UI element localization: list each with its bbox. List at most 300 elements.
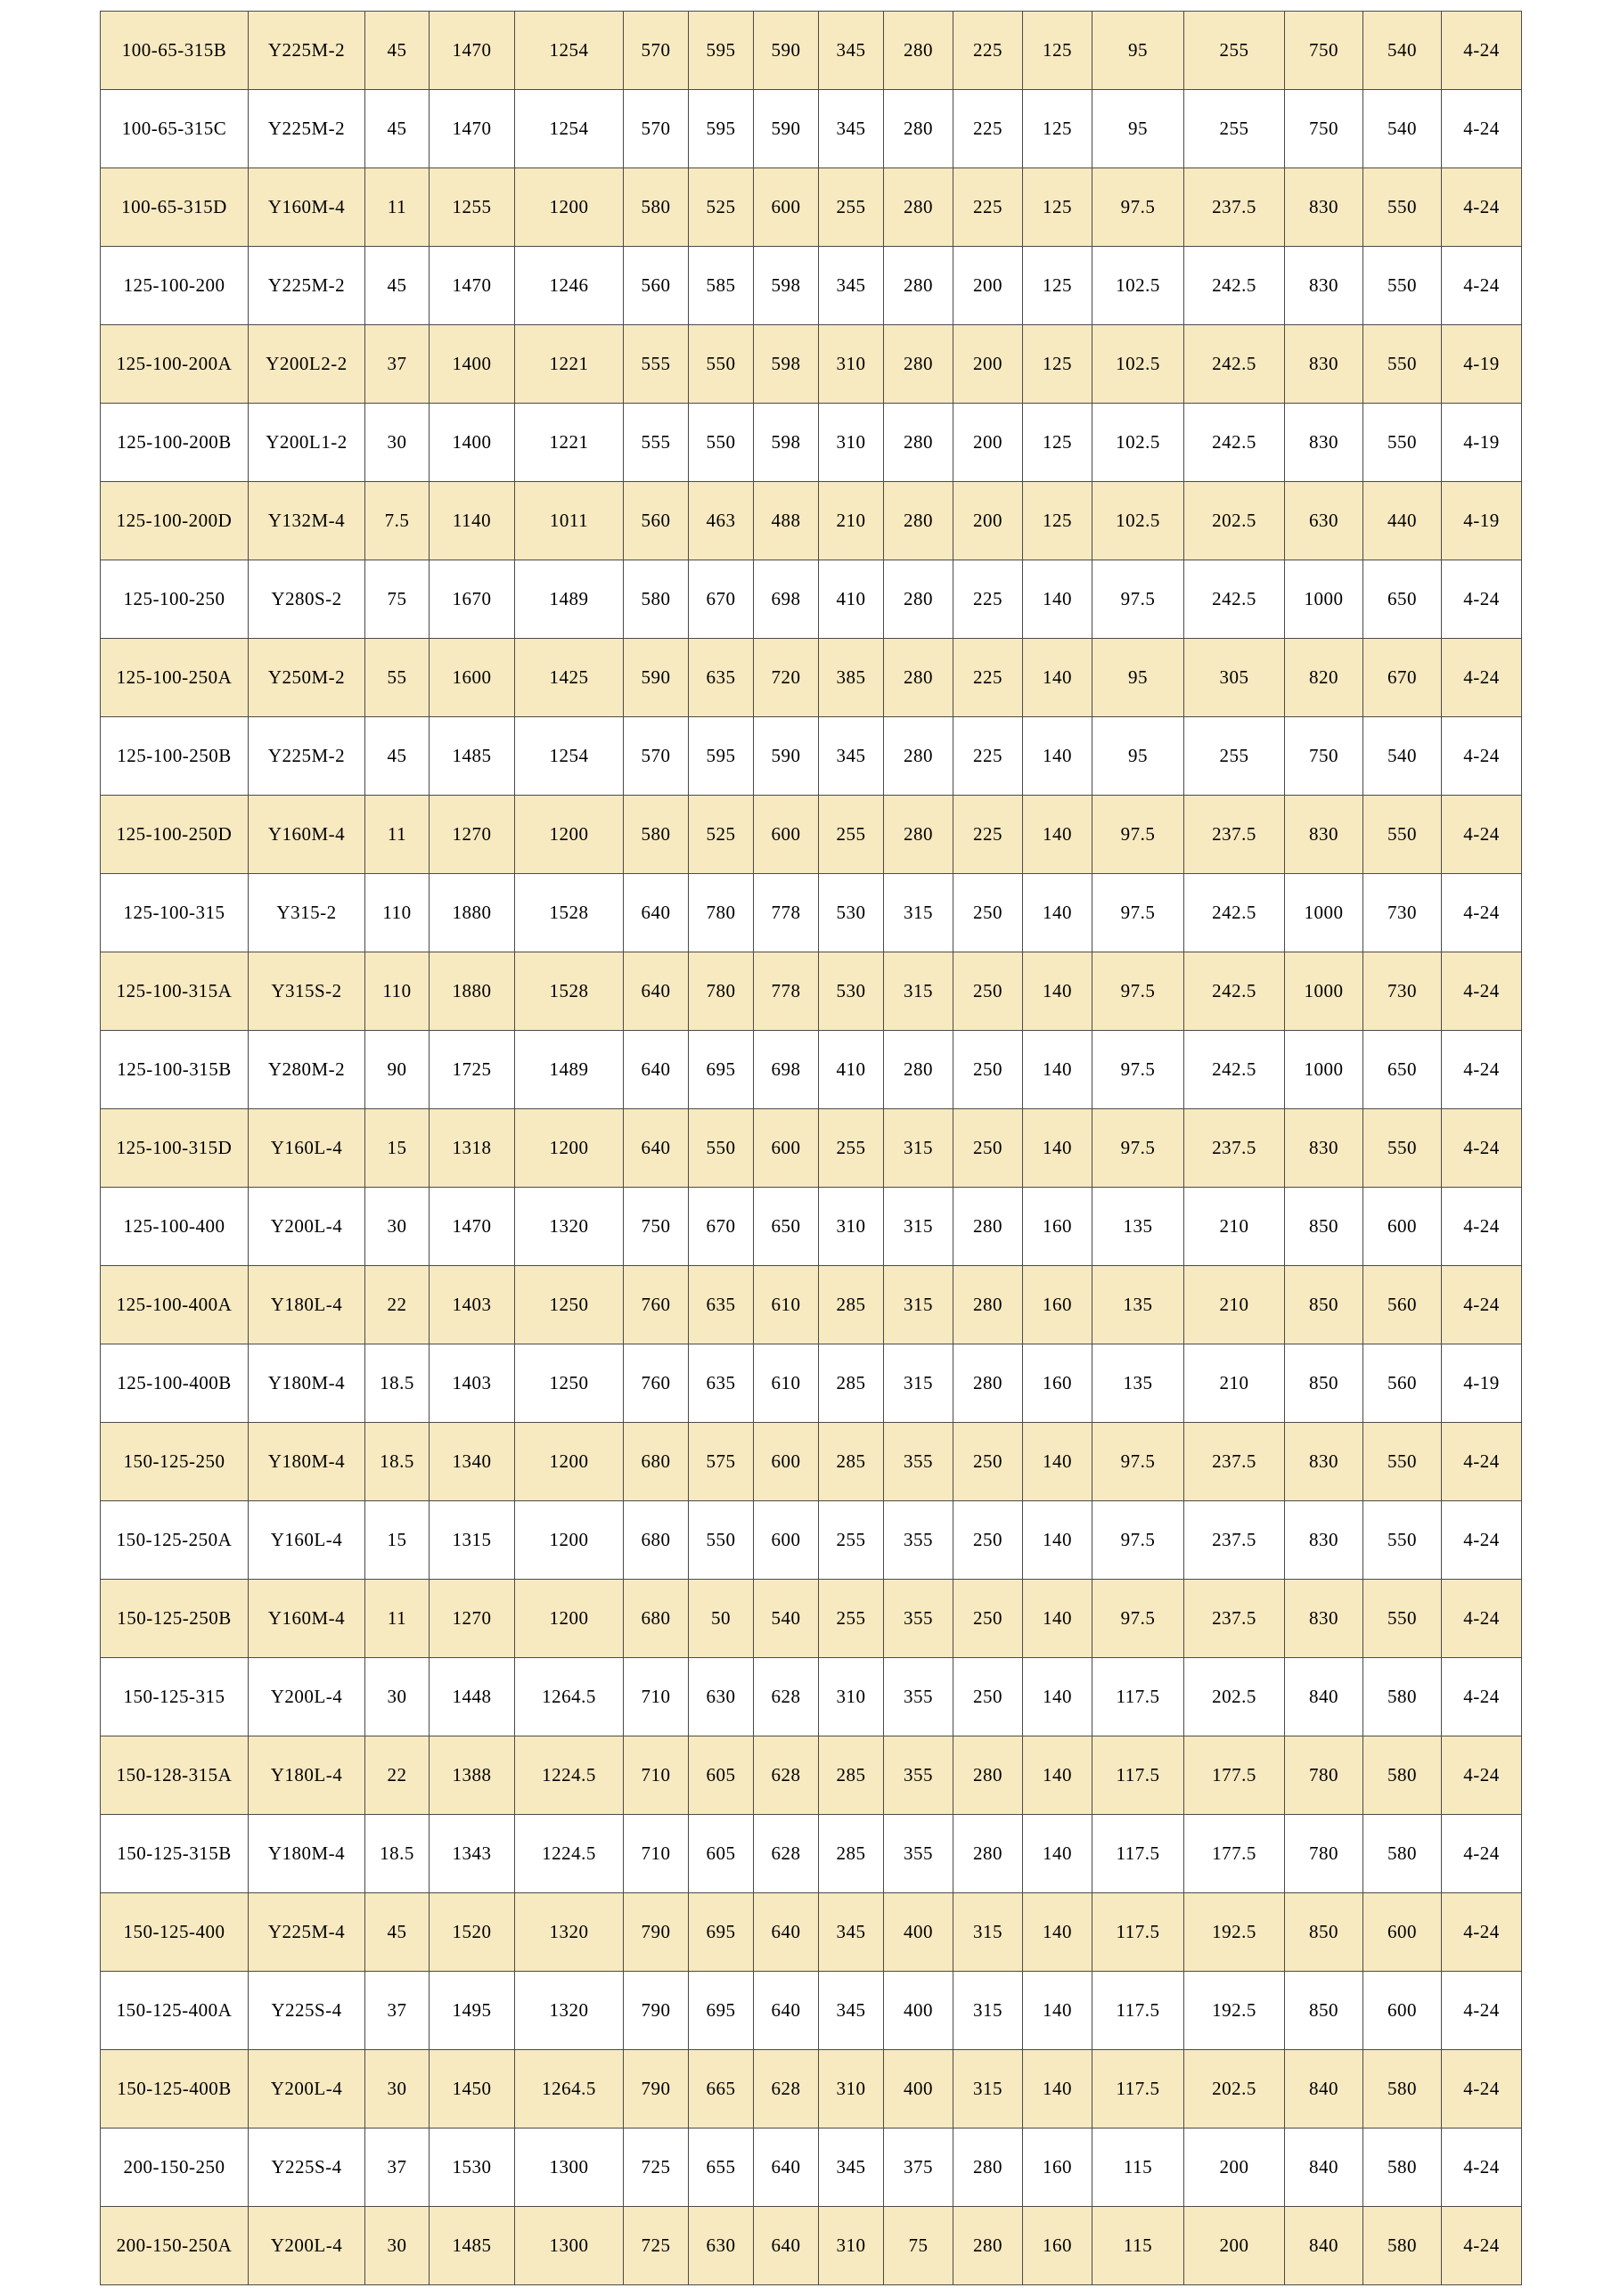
table-cell: 177.5 xyxy=(1184,1736,1285,1815)
table-row xyxy=(101,1815,1522,1893)
table-cell: 1320 xyxy=(515,1893,624,1972)
table-cell: 280 xyxy=(884,482,953,560)
table-cell: 125 xyxy=(1023,90,1092,168)
table-cell: 1254 xyxy=(515,90,624,168)
table-cell: 560 xyxy=(624,482,689,560)
table-cell: 1255 xyxy=(430,168,515,247)
table-cell: 97.5 xyxy=(1092,1501,1184,1580)
table-cell: 1400 xyxy=(430,404,515,482)
table-cell: 1470 xyxy=(430,1188,515,1266)
table-cell: 255 xyxy=(819,1501,884,1580)
table-cell: 1403 xyxy=(430,1344,515,1423)
table-cell: 550 xyxy=(689,1501,754,1580)
table-cell: 285 xyxy=(819,1423,884,1501)
table-row xyxy=(101,1031,1522,1109)
table-cell: Y280S-2 xyxy=(249,560,365,639)
table-cell: 570 xyxy=(624,12,689,90)
table-cell: 4-19 xyxy=(1442,1344,1522,1423)
table-cell: 355 xyxy=(884,1658,953,1736)
table-cell: 1250 xyxy=(515,1266,624,1344)
table-cell: 463 xyxy=(689,482,754,560)
table-cell: 140 xyxy=(1023,1815,1092,1893)
table-cell: 1530 xyxy=(430,2128,515,2207)
table-cell: 225 xyxy=(953,717,1023,796)
table-cell: 255 xyxy=(819,1109,884,1188)
table-cell: 160 xyxy=(1023,1266,1092,1344)
table-cell: 1000 xyxy=(1285,874,1363,952)
table-cell: 22 xyxy=(365,1266,430,1344)
table-cell: 1318 xyxy=(430,1109,515,1188)
table-cell: 4-19 xyxy=(1442,482,1522,560)
table-cell: Y200L-4 xyxy=(249,1658,365,1736)
table-cell: 242.5 xyxy=(1184,1031,1285,1109)
table-cell: 1315 xyxy=(430,1501,515,1580)
table-cell: 125 xyxy=(1023,168,1092,247)
table-cell: 580 xyxy=(624,796,689,874)
table-cell: Y250M-2 xyxy=(249,639,365,717)
table-cell: 345 xyxy=(819,2128,884,2207)
table-cell: 440 xyxy=(1363,482,1442,560)
table-cell: 250 xyxy=(953,1501,1023,1580)
table-cell: 200 xyxy=(953,325,1023,404)
table-cell: 125 xyxy=(1023,247,1092,325)
table-cell: 595 xyxy=(689,90,754,168)
table-cell: Y225M-4 xyxy=(249,1893,365,1972)
table-cell: 1470 xyxy=(430,90,515,168)
cell-pump-model: 125-100-200 xyxy=(101,247,249,325)
table-cell: 4-24 xyxy=(1442,1815,1522,1893)
cell-pump-model: 125-100-400 xyxy=(101,1188,249,1266)
table-row xyxy=(101,952,1522,1031)
table-cell: 345 xyxy=(819,1972,884,2050)
table-cell: 1200 xyxy=(515,168,624,247)
table-cell: 117.5 xyxy=(1092,1658,1184,1736)
table-cell: 140 xyxy=(1023,796,1092,874)
table-cell: 4-24 xyxy=(1442,639,1522,717)
table-cell: 30 xyxy=(365,1658,430,1736)
table-cell: 242.5 xyxy=(1184,874,1285,952)
table-cell: 1250 xyxy=(515,1344,624,1423)
table-cell: 595 xyxy=(689,12,754,90)
table-cell: 355 xyxy=(884,1501,953,1580)
table-cell: 110 xyxy=(365,874,430,952)
table-cell: 315 xyxy=(953,2050,1023,2128)
table-cell: 850 xyxy=(1285,1344,1363,1423)
table-cell: 790 xyxy=(624,1893,689,1972)
table-cell: Y225M-2 xyxy=(249,90,365,168)
table-cell: 1343 xyxy=(430,1815,515,1893)
table-cell: 4-24 xyxy=(1442,1658,1522,1736)
table-cell: 135 xyxy=(1092,1344,1184,1423)
cell-pump-model: 125-100-250B xyxy=(101,717,249,796)
table-cell: 4-24 xyxy=(1442,1031,1522,1109)
table-cell: 102.5 xyxy=(1092,482,1184,560)
table-cell: 97.5 xyxy=(1092,874,1184,952)
table-cell: 250 xyxy=(953,874,1023,952)
table-cell: 1528 xyxy=(515,952,624,1031)
table-cell: 1880 xyxy=(430,952,515,1031)
table-cell: 200 xyxy=(953,247,1023,325)
table-cell: 840 xyxy=(1285,2128,1363,2207)
table-cell: 18.5 xyxy=(365,1344,430,1423)
table-cell: 237.5 xyxy=(1184,168,1285,247)
table-cell: Y225M-2 xyxy=(249,12,365,90)
table-cell: 200 xyxy=(953,482,1023,560)
table-cell: 600 xyxy=(754,1501,819,1580)
table-cell: 97.5 xyxy=(1092,1031,1184,1109)
table-cell: 830 xyxy=(1285,1109,1363,1188)
table-cell: 1000 xyxy=(1285,560,1363,639)
table-cell: 97.5 xyxy=(1092,1580,1184,1658)
table-cell: 255 xyxy=(1184,12,1285,90)
table-cell: 1670 xyxy=(430,560,515,639)
table-cell: 628 xyxy=(754,1736,819,1815)
table-row xyxy=(101,2128,1522,2207)
table-cell: 550 xyxy=(1363,168,1442,247)
table-cell: 710 xyxy=(624,1815,689,1893)
table-cell: 280 xyxy=(884,168,953,247)
table-cell: 355 xyxy=(884,1580,953,1658)
table-cell: 315 xyxy=(884,1109,953,1188)
table-cell: 280 xyxy=(884,12,953,90)
table-cell: 830 xyxy=(1285,247,1363,325)
table-cell: 11 xyxy=(365,1580,430,1658)
table-cell: 140 xyxy=(1023,952,1092,1031)
table-cell: 1450 xyxy=(430,2050,515,2128)
table-row xyxy=(101,717,1522,796)
table-cell: 1000 xyxy=(1285,952,1363,1031)
table-cell: 730 xyxy=(1363,952,1442,1031)
table-cell: 285 xyxy=(819,1815,884,1893)
table-cell: Y225S-4 xyxy=(249,2128,365,2207)
table-row xyxy=(101,1580,1522,1658)
table-cell: 670 xyxy=(1363,639,1442,717)
table-cell: 680 xyxy=(624,1501,689,1580)
table-cell: 600 xyxy=(754,168,819,247)
table-cell: 1448 xyxy=(430,1658,515,1736)
table-cell: 200 xyxy=(953,404,1023,482)
table-cell: 210 xyxy=(1184,1266,1285,1344)
table-cell: 280 xyxy=(953,2207,1023,2285)
table-cell: 250 xyxy=(953,1031,1023,1109)
table-cell: 37 xyxy=(365,2128,430,2207)
table-cell: 4-24 xyxy=(1442,1501,1522,1580)
table-cell: 115 xyxy=(1092,2128,1184,2207)
table-row xyxy=(101,796,1522,874)
table-cell: 45 xyxy=(365,247,430,325)
pump-spec-table xyxy=(100,11,1522,2285)
table-cell: 140 xyxy=(1023,1893,1092,1972)
table-cell: 830 xyxy=(1285,404,1363,482)
table-cell: 4-24 xyxy=(1442,717,1522,796)
table-cell: 555 xyxy=(624,404,689,482)
table-cell: 4-24 xyxy=(1442,247,1522,325)
table-cell: 580 xyxy=(1363,1736,1442,1815)
table-cell: 255 xyxy=(819,168,884,247)
table-cell: 1254 xyxy=(515,717,624,796)
table-cell: Y225M-2 xyxy=(249,717,365,796)
table-cell: 90 xyxy=(365,1031,430,1109)
table-cell: 1470 xyxy=(430,247,515,325)
table-cell: Y315S-2 xyxy=(249,952,365,1031)
table-cell: 140 xyxy=(1023,1423,1092,1501)
cell-pump-model: 125-100-200B xyxy=(101,404,249,482)
table-cell: 850 xyxy=(1285,1188,1363,1266)
table-cell: Y315-2 xyxy=(249,874,365,952)
table-cell: 255 xyxy=(1184,717,1285,796)
table-cell: 710 xyxy=(624,1736,689,1815)
table-cell: 598 xyxy=(754,404,819,482)
table-cell: 698 xyxy=(754,560,819,639)
table-cell: 242.5 xyxy=(1184,325,1285,404)
table-cell: 1200 xyxy=(515,1580,624,1658)
table-cell: 1725 xyxy=(430,1031,515,1109)
table-cell: 540 xyxy=(754,1580,819,1658)
table-cell: 670 xyxy=(689,1188,754,1266)
table-cell: 95 xyxy=(1092,90,1184,168)
table-cell: 635 xyxy=(689,639,754,717)
table-row xyxy=(101,325,1522,404)
table-cell: 598 xyxy=(754,247,819,325)
table-cell: 115 xyxy=(1092,2207,1184,2285)
table-cell: 210 xyxy=(1184,1344,1285,1423)
table-cell: 237.5 xyxy=(1184,796,1285,874)
table-cell: 400 xyxy=(884,1893,953,1972)
table-cell: 30 xyxy=(365,2207,430,2285)
table-cell: 650 xyxy=(754,1188,819,1266)
table-cell: 4-24 xyxy=(1442,12,1522,90)
table-cell: 680 xyxy=(624,1423,689,1501)
table-cell: 560 xyxy=(1363,1344,1442,1423)
table-cell: 255 xyxy=(819,796,884,874)
table-cell: 1000 xyxy=(1285,1031,1363,1109)
table-cell: 1470 xyxy=(430,12,515,90)
cell-pump-model: 100-65-315B xyxy=(101,12,249,90)
table-cell: 695 xyxy=(689,1972,754,2050)
table-cell: 140 xyxy=(1023,1501,1092,1580)
table-cell: 1264.5 xyxy=(515,1658,624,1736)
table-cell: 125 xyxy=(1023,404,1092,482)
table-cell: 315 xyxy=(953,1893,1023,1972)
table-cell: 345 xyxy=(819,90,884,168)
table-cell: 605 xyxy=(689,1815,754,1893)
table-cell: 95 xyxy=(1092,12,1184,90)
table-cell: 1528 xyxy=(515,874,624,952)
table-cell: 102.5 xyxy=(1092,325,1184,404)
table-cell: Y160M-4 xyxy=(249,1580,365,1658)
table-cell: 310 xyxy=(819,1658,884,1736)
table-cell: 280 xyxy=(884,639,953,717)
table-cell: 242.5 xyxy=(1184,952,1285,1031)
table-cell: 140 xyxy=(1023,1109,1092,1188)
table-row xyxy=(101,90,1522,168)
table-cell: 580 xyxy=(1363,2207,1442,2285)
table-cell: 540 xyxy=(1363,12,1442,90)
table-cell: 125 xyxy=(1023,12,1092,90)
table-cell: 225 xyxy=(953,639,1023,717)
table-cell: 695 xyxy=(689,1031,754,1109)
table-cell: 640 xyxy=(754,2207,819,2285)
table-cell: 780 xyxy=(689,874,754,952)
table-cell: 1246 xyxy=(515,247,624,325)
table-cell: 410 xyxy=(819,1031,884,1109)
table-cell: 830 xyxy=(1285,1423,1363,1501)
table-cell: 37 xyxy=(365,325,430,404)
table-cell: 655 xyxy=(689,2128,754,2207)
cell-pump-model: 125-100-315 xyxy=(101,874,249,952)
table-cell: 555 xyxy=(624,325,689,404)
table-cell: 255 xyxy=(819,1580,884,1658)
table-cell: 75 xyxy=(884,2207,953,2285)
table-cell: Y160L-4 xyxy=(249,1109,365,1188)
table-cell: 1600 xyxy=(430,639,515,717)
table-cell: 730 xyxy=(1363,874,1442,952)
cell-pump-model: 125-100-200A xyxy=(101,325,249,404)
table-cell: 310 xyxy=(819,404,884,482)
table-cell: 160 xyxy=(1023,2128,1092,2207)
table-cell: 570 xyxy=(624,90,689,168)
table-cell: 1388 xyxy=(430,1736,515,1815)
table-cell: 4-19 xyxy=(1442,325,1522,404)
cell-pump-model: 150-125-315 xyxy=(101,1658,249,1736)
table-cell: 192.5 xyxy=(1184,1972,1285,2050)
table-cell: 45 xyxy=(365,1893,430,1972)
table-cell: 280 xyxy=(953,1344,1023,1423)
table-row xyxy=(101,1109,1522,1188)
table-cell: 640 xyxy=(624,952,689,1031)
table-cell: 840 xyxy=(1285,2050,1363,2128)
table-cell: 525 xyxy=(689,168,754,247)
table-cell: 280 xyxy=(884,796,953,874)
table-cell: 97.5 xyxy=(1092,796,1184,874)
table-cell: 280 xyxy=(884,90,953,168)
table-cell: 830 xyxy=(1285,796,1363,874)
table-cell: 97.5 xyxy=(1092,168,1184,247)
table-cell: Y225M-2 xyxy=(249,247,365,325)
table-cell: 280 xyxy=(884,560,953,639)
table-cell: 488 xyxy=(754,482,819,560)
table-cell: 280 xyxy=(884,717,953,796)
table-cell: 210 xyxy=(819,482,884,560)
table-cell: 140 xyxy=(1023,1580,1092,1658)
table-cell: Y160M-4 xyxy=(249,168,365,247)
table-cell: 280 xyxy=(953,1188,1023,1266)
table-cell: 160 xyxy=(1023,2207,1092,2285)
table-cell: 1489 xyxy=(515,1031,624,1109)
table-cell: Y280M-2 xyxy=(249,1031,365,1109)
table-cell: 7.5 xyxy=(365,482,430,560)
table-cell: 15 xyxy=(365,1109,430,1188)
table-cell: 117.5 xyxy=(1092,2050,1184,2128)
table-cell: 237.5 xyxy=(1184,1580,1285,1658)
table-cell: 117.5 xyxy=(1092,1815,1184,1893)
table-cell: 1254 xyxy=(515,12,624,90)
table-cell: 210 xyxy=(1184,1188,1285,1266)
table-cell: 720 xyxy=(754,639,819,717)
table-cell: 628 xyxy=(754,2050,819,2128)
cell-pump-model: 150-125-250 xyxy=(101,1423,249,1501)
table-cell: 650 xyxy=(1363,1031,1442,1109)
table-cell: 200 xyxy=(1184,2128,1285,2207)
table-cell: 310 xyxy=(819,325,884,404)
table-cell: Y225S-4 xyxy=(249,1972,365,2050)
table-cell: 345 xyxy=(819,12,884,90)
table-cell: 250 xyxy=(953,1580,1023,1658)
table-row xyxy=(101,168,1522,247)
table-cell: 4-24 xyxy=(1442,2050,1522,2128)
table-row xyxy=(101,874,1522,952)
table-cell: 680 xyxy=(624,1580,689,1658)
table-row xyxy=(101,1266,1522,1344)
table-cell: Y200L-4 xyxy=(249,2050,365,2128)
table-cell: 97.5 xyxy=(1092,952,1184,1031)
table-cell: 760 xyxy=(624,1344,689,1423)
table-cell: 1200 xyxy=(515,1423,624,1501)
table-cell: 285 xyxy=(819,1344,884,1423)
table-cell: 780 xyxy=(689,952,754,1031)
table-cell: 192.5 xyxy=(1184,1893,1285,1972)
table-cell: 177.5 xyxy=(1184,1815,1285,1893)
table-row xyxy=(101,639,1522,717)
table-cell: 560 xyxy=(624,247,689,325)
table-cell: 315 xyxy=(884,952,953,1031)
table-cell: 850 xyxy=(1285,1893,1363,1972)
table-cell: 4-19 xyxy=(1442,404,1522,482)
table-cell: 285 xyxy=(819,1736,884,1815)
table-cell: 4-24 xyxy=(1442,1109,1522,1188)
table-cell: 4-24 xyxy=(1442,1736,1522,1815)
table-cell: 11 xyxy=(365,796,430,874)
table-cell: 830 xyxy=(1285,1580,1363,1658)
table-cell: 410 xyxy=(819,560,884,639)
table-cell: 250 xyxy=(953,1109,1023,1188)
cell-pump-model: 125-100-315B xyxy=(101,1031,249,1109)
table-row xyxy=(101,1658,1522,1736)
cell-pump-model: 100-65-315D xyxy=(101,168,249,247)
table-cell: 280 xyxy=(953,1815,1023,1893)
table-cell: 30 xyxy=(365,404,430,482)
table-cell: 55 xyxy=(365,639,430,717)
table-cell: Y180L-4 xyxy=(249,1736,365,1815)
table-cell: 110 xyxy=(365,952,430,1031)
table-cell: Y132M-4 xyxy=(249,482,365,560)
table-cell: 778 xyxy=(754,952,819,1031)
table-cell: 117.5 xyxy=(1092,1972,1184,2050)
table-cell: 22 xyxy=(365,1736,430,1815)
table-cell: 310 xyxy=(819,1188,884,1266)
table-cell: 530 xyxy=(819,874,884,952)
table-cell: 610 xyxy=(754,1266,819,1344)
table-row xyxy=(101,1423,1522,1501)
table-cell: 285 xyxy=(819,1266,884,1344)
table-cell: 1270 xyxy=(430,1580,515,1658)
table-cell: 1520 xyxy=(430,1893,515,1972)
table-cell: 4-24 xyxy=(1442,952,1522,1031)
table-cell: 140 xyxy=(1023,560,1092,639)
table-cell: 1224.5 xyxy=(515,1736,624,1815)
table-cell: 780 xyxy=(1285,1815,1363,1893)
table-cell: 610 xyxy=(754,1344,819,1423)
table-row xyxy=(101,12,1522,90)
table-cell: 640 xyxy=(624,1031,689,1109)
table-cell: 750 xyxy=(1285,717,1363,796)
table-cell: 117.5 xyxy=(1092,1893,1184,1972)
table-cell: 4-24 xyxy=(1442,1423,1522,1501)
table-cell: 630 xyxy=(689,1658,754,1736)
table-cell: 1300 xyxy=(515,2207,624,2285)
table-cell: 1489 xyxy=(515,560,624,639)
table-cell: 18.5 xyxy=(365,1815,430,1893)
